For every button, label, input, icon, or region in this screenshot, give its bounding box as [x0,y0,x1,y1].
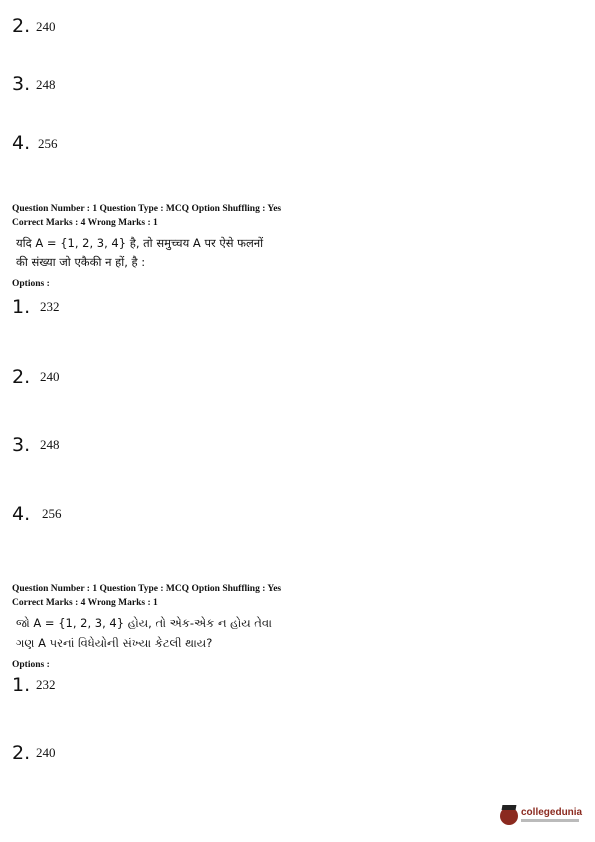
question-text-line1: જો A = {1, 2, 3, 4} હોય, તો એક-એક ન હોય તેવા [16,616,272,630]
option-number: 2. [12,15,31,37]
option-value: 256 [38,136,58,151]
option-value: 240 [36,19,56,34]
option-value: 240 [40,369,60,384]
option-value: 256 [42,506,62,521]
marks-meta: Correct Marks : 4 Wrong Marks : 1 [12,218,158,228]
option-value: 240 [36,745,56,760]
graduation-cap-icon [500,807,518,825]
option-value: 232 [40,299,60,314]
option-value: 248 [36,77,56,92]
option-number: 3. [12,73,31,95]
options-label: Options : [12,660,50,670]
marks-meta: Correct Marks : 4 Wrong Marks : 1 [12,598,158,608]
option-number: 2. [12,366,31,388]
option-value: 248 [40,437,60,452]
question-meta: Question Number : 1 Question Type : MCQ Option Shuffling : Yes [12,584,282,594]
question-text-line1: यदि A = {1, 2, 3, 4} है, तो समुच्चय A पर ऐसे फलनों [16,236,264,250]
option-number: 3. [12,434,31,456]
question-meta: Question Number : 1 Question Type : MCQ Option Shuffling : Yes [12,204,282,214]
option-number: 2. [12,742,31,764]
option-value: 232 [36,677,56,692]
option-number: 4. [12,132,31,154]
option-number: 1. [12,674,31,696]
collegedunia-logo [500,805,583,829]
options-label: Options : [12,279,50,289]
question-text-line2: की संख्या जो एकैकी न हों, है : [16,255,146,269]
option-number: 1. [12,296,31,318]
logo-text: collegedunia [521,807,583,818]
option-number: 4. [12,503,31,525]
question-text-line2: ગણ A પરનાં વિધેયોની સંખ્યા કેટલી થાય? [16,636,213,650]
logo-tagline-bar [521,819,579,822]
